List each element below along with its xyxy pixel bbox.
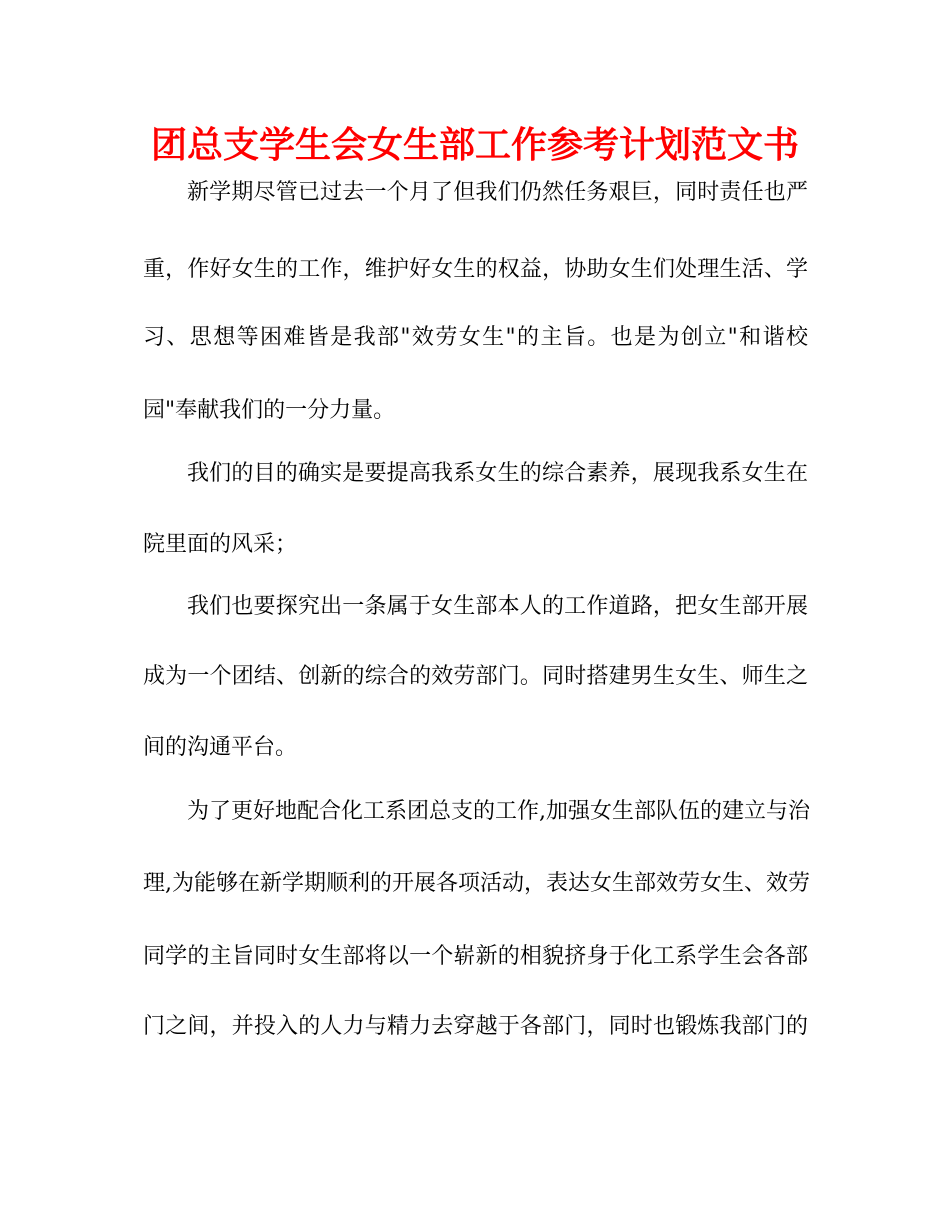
text-line: 门之间，并投入的人力与精力去穿越于各部门，同时也锻炼我部门的 [143,1014,808,1039]
text-line: 成为一个团结、创新的综合的效劳部门。同时搭建男生女生、师生之 [143,664,808,689]
text-line: 为了更好地配合化工系团总支的工作,加强女生部队伍的建立与治 [187,799,810,824]
text-line: 我们的目的确实是要提高我系女生的综合素养，展现我系女生在 [187,461,808,486]
text-line: 同学的主旨同时女生部将以一个崭新的相貌挤身于化工系学生会各部 [143,944,808,969]
text-line: 院里面的风采； [143,532,298,557]
text-line: 园"奉献我们的一分力量。 [143,398,396,423]
text-line: 重，作好女生的工作，维护好女生的权益，协助女生们处理生活、学 [143,257,808,282]
text-line: 理,为能够在新学期顺利的开展各项活动，表达女生部效劳女生、效劳 [143,871,810,896]
text-line: 我们也要探究出一条属于女生部本人的工作道路，把女生部开展 [187,594,808,619]
text-line: 新学期尽管已过去一个月了但我们仍然任务艰巨，同时责任也严 [187,180,808,205]
text-line: 间的沟通平台。 [143,735,298,760]
text-line: 习、思想等困难皆是我部"效劳女生"的主旨。也是为创立"和谐校 [143,325,808,350]
document-title: 团总支学生会女生部工作参考计划范文书 [150,125,799,166]
